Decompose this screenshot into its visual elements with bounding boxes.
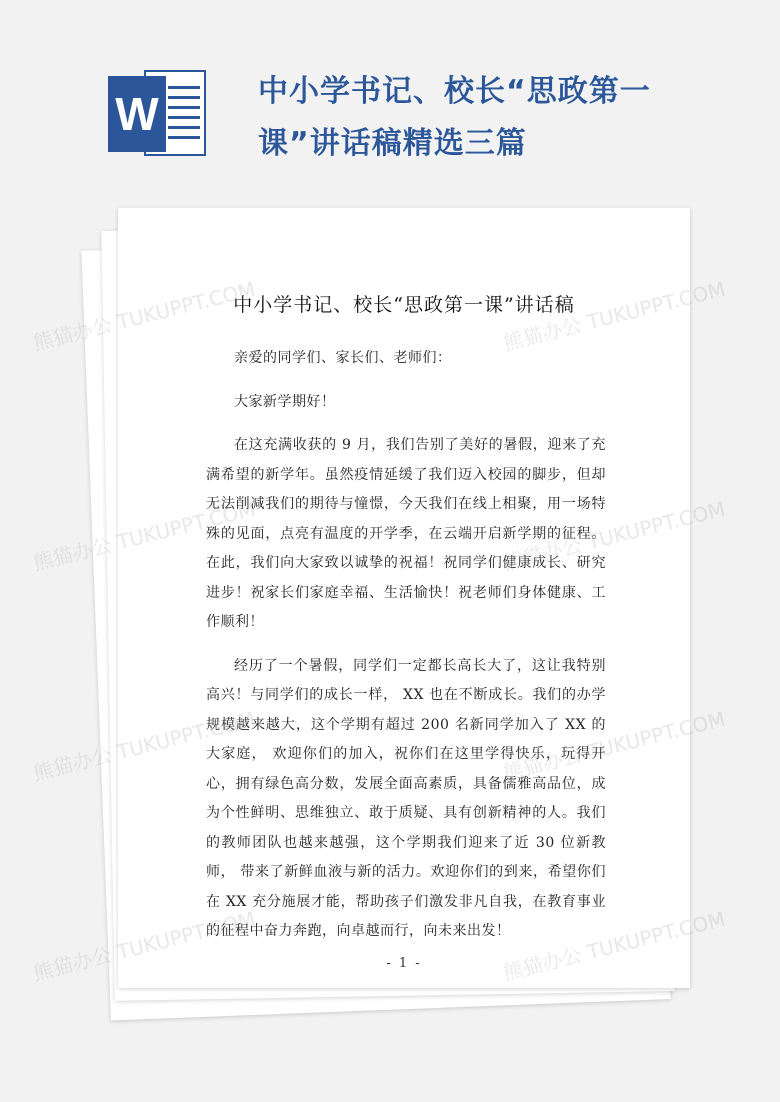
word-document-icon: [108, 64, 208, 162]
body-paragraph: 经历了一个暑假，同学们一定都长高长大了，这让我特别高兴！与同学们的成长一样， XX 也在不断成长。我们的办学规模越来越大，这个学期有超过 200 名新同学加入了 XX 的大家庭， 欢迎你们的加入，祝你们在这里学得快乐，玩得开心，拥有绿色高分数，发展全面高素质，具备儒雅高品位，成为个性鲜明、思维独立、敢于质疑、具有创新精神的人。我们的教师团队也越来越强，这个学期我们迎来了近 30 位新教师， 带来了新鲜血液与新的活力。欢迎你们的到来，希望你们在 XX 充分施展才能，帮助孩子们激发非凡自我，在教育事业的征程中奋力奔跑，向卓越而行，向未来出发！: [206, 657, 606, 939]
watermark: 熊猫办公 TUKUPPT.COM: [500, 276, 728, 356]
salutation-paragraph: 大家新学期好！: [234, 393, 336, 410]
watermark: 熊猫办公 TUKUPPT.COM: [30, 706, 258, 786]
watermark: 熊猫办公 TUKUPPT.COM: [500, 706, 728, 786]
page-number: - 1 -: [386, 956, 422, 971]
page-title: 中小学书记、校长“思政第一课”讲话稿精选三篇: [258, 74, 651, 161]
watermark: 熊猫办公 TUKUPPT.COM: [30, 496, 258, 576]
greeting-paragraph: 亲爱的同学们、家长们、老师们：: [234, 350, 452, 366]
watermark: 熊猫办公 TUKUPPT.COM: [500, 496, 728, 576]
watermark: 熊猫办公 TUKUPPT.COM: [30, 906, 258, 986]
word-w-badge: W: [108, 76, 166, 152]
body-paragraph: 在这充满收获的 9 月，我们告别了美好的暑假，迎来了充满希望的新学年。虽然疫情延缓了我们迈入校园的脚步，但却无法削减我们的期待与憧憬，今天我们在线上相聚，用一场特殊的见面，点亮有温度的开学季，在云端开启新学期的征程。在此，我们向大家致以诚挚的祝福！祝同学们健康成长、研究进步！祝家长们家庭幸福、生活愉快！祝老师们身体健康、工作顺利！: [206, 437, 606, 630]
watermark: 熊猫办公 TUKUPPT.COM: [500, 906, 728, 986]
document-title: 中小学书记、校长“思政第一课”讲话稿: [233, 294, 575, 316]
document-body: [206, 344, 606, 961]
watermark: 熊猫办公 TUKUPPT.COM: [30, 276, 258, 356]
